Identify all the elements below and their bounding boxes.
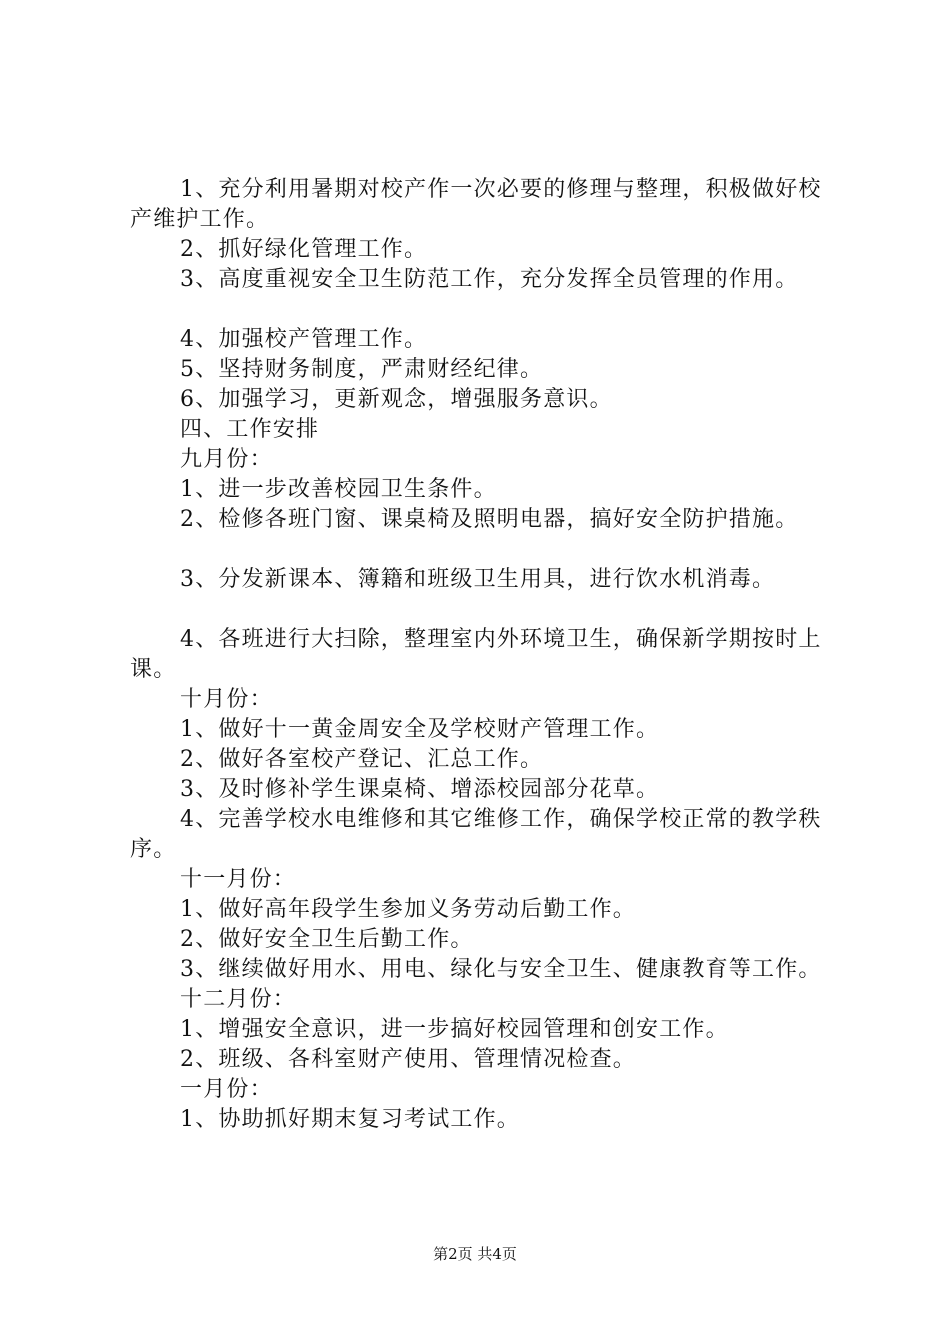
blank-line: [130, 295, 840, 325]
paragraph: 2、检修各班门窗、课桌椅及照明电器，搞好安全防护措施。: [180, 507, 799, 532]
month-heading: 九月份：: [180, 447, 273, 472]
paragraph: 2、班级、各科室财产使用、管理情况检查。: [180, 1047, 636, 1072]
paragraph: 1、进一步改善校园卫生条件。: [180, 477, 497, 502]
paragraph: 4、加强校产管理工作。: [180, 327, 428, 352]
blank-line: [130, 535, 840, 565]
blank-line: [130, 595, 840, 625]
paragraph: 1、增强安全意识，进一步搞好校园管理和创安工作。: [180, 1017, 729, 1042]
paragraph: 4、各班进行大扫除，整理室内外环境卫生，确保新学期按时上课。: [130, 627, 822, 682]
section-heading: 四、工作安排: [180, 417, 320, 442]
paragraph: 3、分发新课本、簿籍和班级卫生用具，进行饮水机消毒。: [180, 567, 776, 592]
paragraph: 6、加强学习，更新观念，增强服务意识。: [180, 387, 613, 412]
page-number-footer: 第2页 共4页: [433, 1245, 517, 1263]
paragraph: 3、高度重视安全卫生防范工作，充分发挥全员管理的作用。: [180, 267, 799, 292]
paragraph: 3、及时修补学生课桌椅、增添校园部分花草。: [180, 777, 660, 802]
paragraph: 1、做好十一黄金周安全及学校财产管理工作。: [180, 717, 660, 742]
paragraph: 2、做好各室校产登记、汇总工作。: [180, 747, 544, 772]
document-body: [130, 175, 840, 1135]
paragraph: 1、协助抓好期末复习考试工作。: [180, 1107, 520, 1132]
month-heading: 十二月份：: [180, 987, 297, 1012]
paragraph: 1、充分利用暑期对校产作一次必要的修理与整理，积极做好校产维护工作。: [130, 177, 822, 232]
paragraph: 1、做好高年段学生参加义务劳动后勤工作。: [180, 897, 636, 922]
paragraph: 2、抓好绿化管理工作。: [180, 237, 428, 262]
month-heading: 十月份：: [180, 687, 273, 712]
month-heading: 十一月份：: [180, 867, 297, 892]
paragraph: 2、做好安全卫生后勤工作。: [180, 927, 474, 952]
paragraph: 3、继续做好用水、用电、绿化与安全卫生、健康教育等工作。: [180, 957, 822, 982]
month-heading: 一月份：: [180, 1077, 273, 1102]
paragraph: 4、完善学校水电维修和其它维修工作，确保学校正常的教学秩序。: [130, 807, 822, 862]
paragraph: 5、坚持财务制度，严肃财经纪律。: [180, 357, 544, 382]
